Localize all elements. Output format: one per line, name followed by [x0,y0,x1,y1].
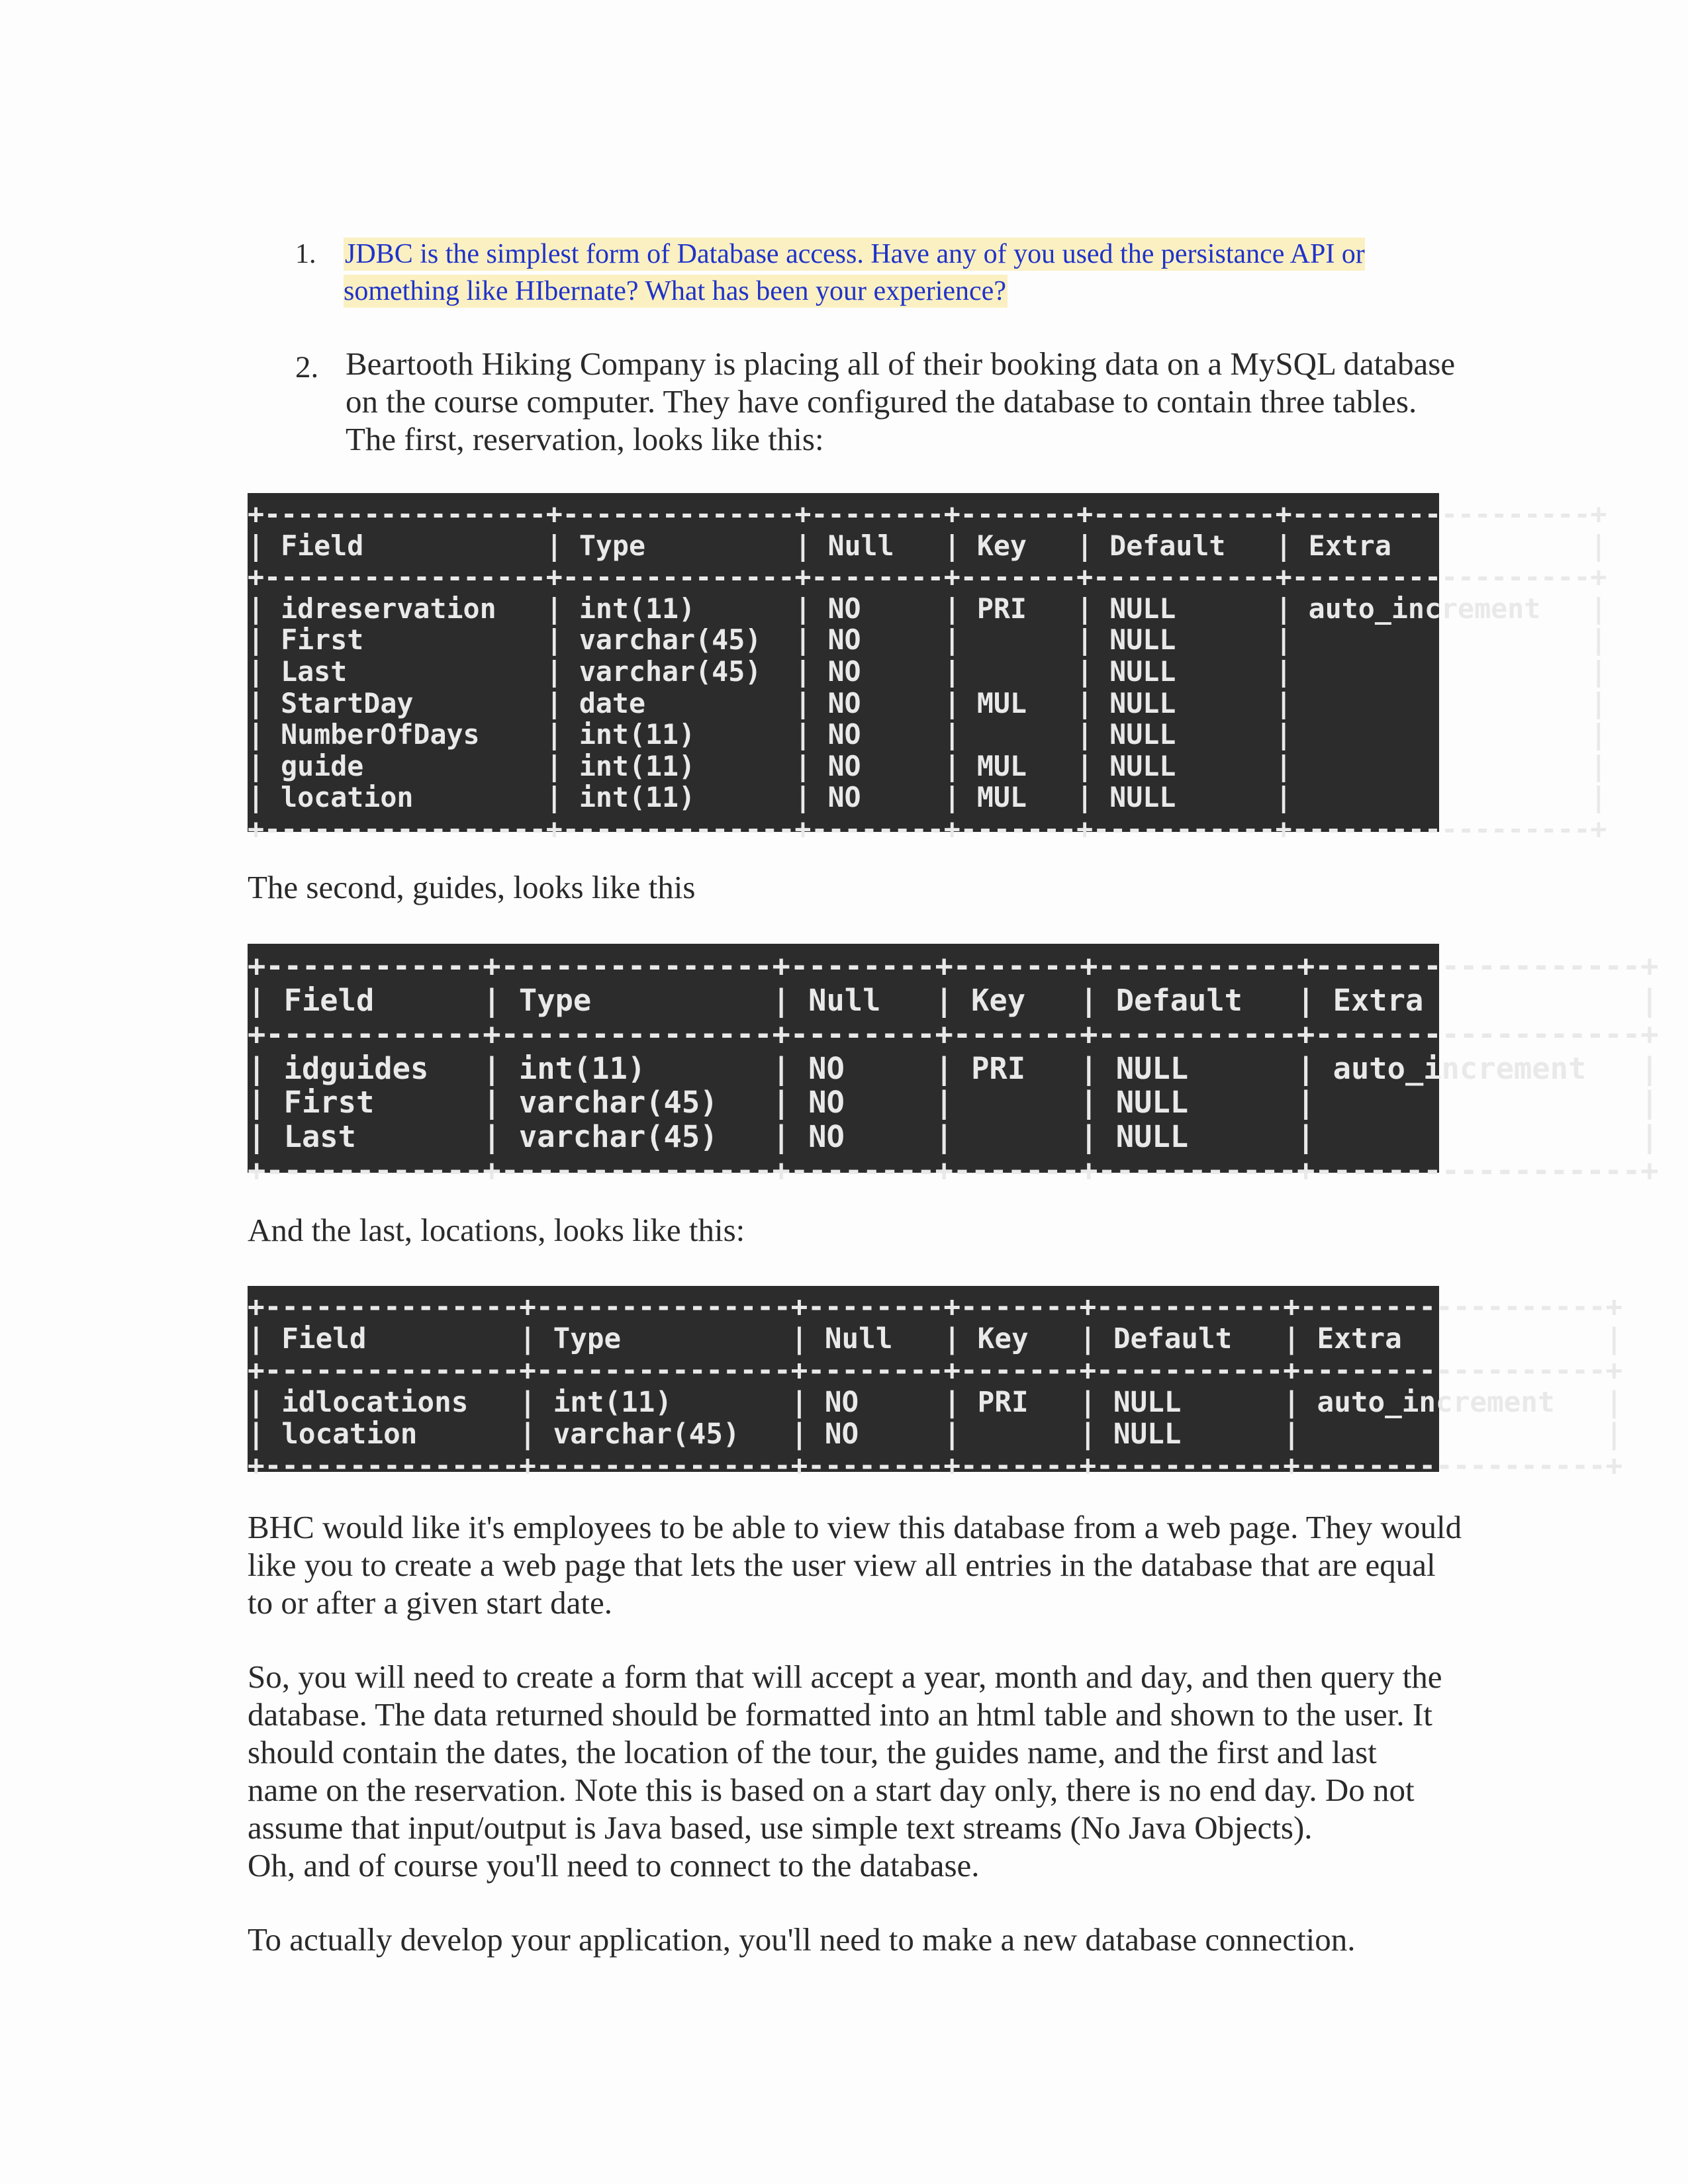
list-number-2: 2. [295,350,319,385]
guides-table [248,944,1659,1188]
caption-locations: And the last, locations, looks like this: [248,1212,745,1248]
paragraph-develop: To actually develop your application, you'll need to make a new database connection. [248,1921,1356,1958]
list-number-1: 1. [295,239,316,269]
question-text: JDBC is the simplest form of Database access. Have any of you used the persistance API or something like HIbernate? What has been your experience? [344,239,1365,306]
intro-paragraph: Beartooth Hiking Company is placing all of their booking data on a MySQL database on the course computer. They have configured the database to contain three tables. The first, reservation, looks like this: [346,345,1456,457]
table-text: +------------+---------------+--------+-------+-----------+------------------+ | Field | Type | Null | Key | Default | Extra | +------------+---------------+--------+-------+-----------+------------------+ | idguides | int(11) | NO | PRI | NULL | auto_increment | | First | varchar(45) | NO | | NULL | | | Last | varchar(45) | NO | | NULL | | +------------+---------------+--------+-------+-----------+------------------+ [248,948,1659,1188]
locations-table [248,1286,1623,1482]
paragraph-form: So, you will need to create a form that will accept a year, month and day, and then query the database. The data returned should be formatted into an html table and shown to the user. It should contain the dates, the location of the tour, the guides name, and the first and last name on the reservation. Note this is based on a start day only, there is no end day. Do not assume that input/output is Java based, use simple text streams (No Java Objects). Oh, and of course you'll need to connect to the database. [248,1659,1442,1884]
reservation-table [248,493,1607,845]
question-highlight [344,236,1469,310]
caption-guides: The second, guides, looks like this [248,869,696,905]
table-text: +-----------------+--------------+--------+-------+-----------+------------------+ | Field | Type | Null | Key | Default | Extra | +-----------------+--------------+--------+-------+-----------+------------------+ | idreservation | int(11) | NO | PRI | NULL | auto_increment | | First | varchar(45) | NO | | NULL | | | Last | varchar(45) | NO | | NULL | | | StartDay | date | NO | MUL | NULL | | | NumberOfDays | int(11) | NO | | NULL | | | guide | int(11) | NO | MUL | NULL | | | location | int(11) | NO | MUL | NULL | | +-----------------+--------------+--------+-------+-----------+------------------+ [248,498,1607,845]
paragraph-bhc: BHC would like it's employees to be able to view this database from a web page. They would like you to create a web page that lets the user view all entries in the database that are equal to or after a given start date. [248,1509,1462,1621]
table-text: +---------------+---------------+--------+-------+-----------+------------------+ | Field | Type | Null | Key | Default | Extra | +---------------+---------------+--------+-------+-----------+------------------+ | idlocations | int(11) | NO | PRI | NULL | auto_increment | | location | varchar(45) | NO | | NULL | | +---------------+---------------+--------+-------+-----------+------------------+ [248,1291,1623,1482]
